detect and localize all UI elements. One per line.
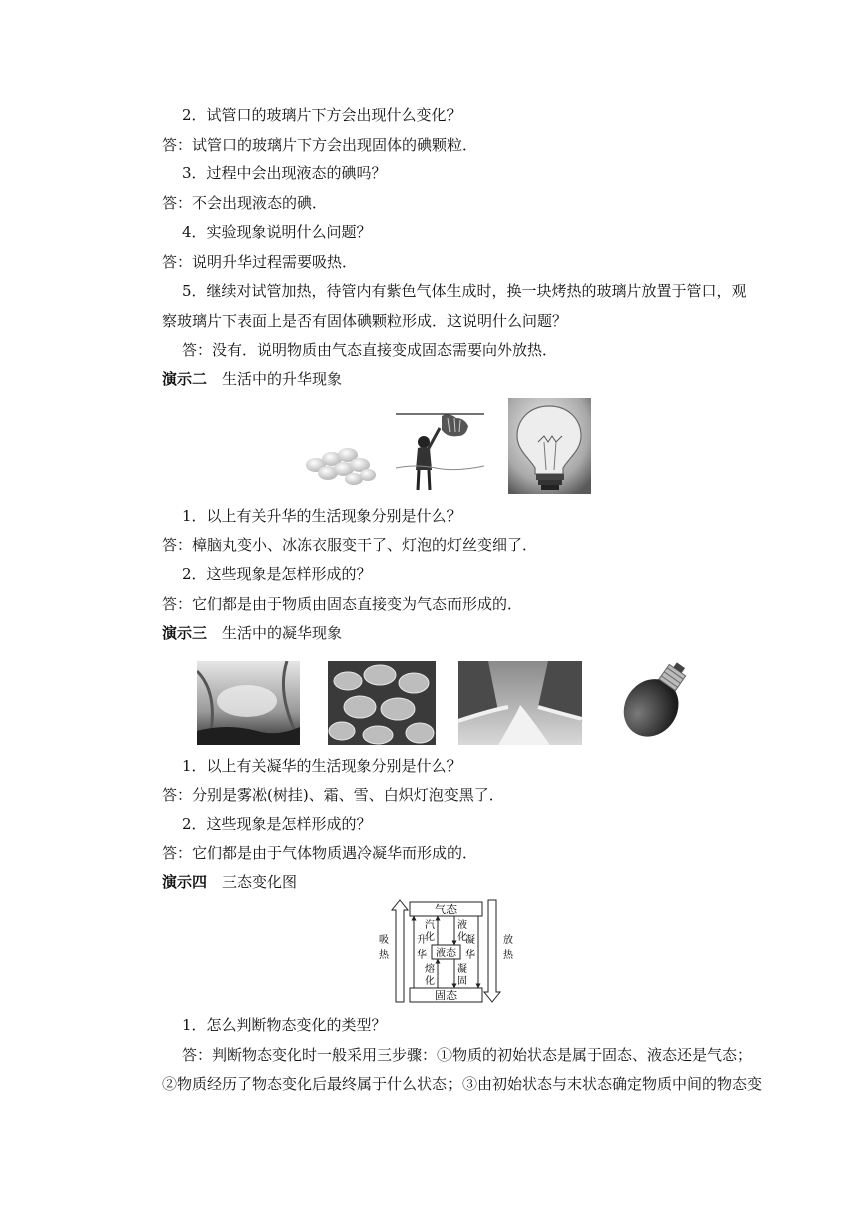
liquid-label: 液态 xyxy=(436,948,456,959)
sublimate-label-1: 升 xyxy=(417,935,427,946)
demo4-heading xyxy=(162,872,297,892)
release-heat-arrow xyxy=(484,900,500,1002)
demo2-title: 生活中的升华现象 xyxy=(222,370,343,388)
gas-label: 气态 xyxy=(435,903,457,916)
demo4-label: 演示四 xyxy=(162,873,208,891)
solidify-label-1: 凝 xyxy=(457,964,467,975)
answer-3: 答：不会出现液态的碘． xyxy=(162,194,328,212)
demo3-question-2: 2．这些现象是怎样形成的？ xyxy=(182,815,372,833)
demo2-heading xyxy=(162,369,342,389)
camphor-balls-image xyxy=(298,435,380,487)
vaporize-label-1: 汽 xyxy=(425,920,435,931)
liquefy-label-1: 液 xyxy=(457,920,467,931)
demo4-answer-1-line2: ②物质经历了物态变化后最终属于什么状态；③由初始状态与末状态确定物质中间的物态变 xyxy=(162,1075,763,1093)
demo2-answer-1: 答：樟脑丸变小、冰冻衣服变干了、灯泡的灯丝变细了． xyxy=(162,536,538,554)
demo4-question-1: 1．怎么判断物态变化的类型？ xyxy=(182,1016,387,1034)
question-5-line2: 察玻璃片下表面上是否有固体碘颗粒形成．这说明什么问题？ xyxy=(162,312,568,330)
demo2-question-2: 2．这些现象是怎样形成的？ xyxy=(182,565,372,583)
demo3-label: 演示三 xyxy=(162,624,208,642)
demo3-answer-2: 答：它们都是由于气体物质遇冷凝华而形成的． xyxy=(162,844,478,862)
answer-5: 答：没有．说明物质由气态直接变成固态需要向外放热． xyxy=(182,341,558,359)
demo3-title: 生活中的凝华现象 xyxy=(222,624,343,642)
absorb-heat-label-1: 吸 xyxy=(379,935,389,946)
question-3: 3．过程中会出现液态的碘吗？ xyxy=(182,164,387,182)
frost-image xyxy=(328,661,436,745)
rime-image xyxy=(197,661,300,745)
demo3-heading xyxy=(162,623,342,643)
demo3-answer-1: 答：分别是雾凇(树挂)、霜、雪、白炽灯泡变黑了． xyxy=(162,786,504,804)
melt-label-2: 化 xyxy=(425,976,435,987)
vaporize-label-2: 化 xyxy=(425,932,435,943)
demo2-answer-2: 答：它们都是由于物质由固态直接变为气态而形成的． xyxy=(162,595,523,613)
melt-label-1: 熔 xyxy=(425,964,435,975)
demo2-question-1: 1．以上有关升华的生活现象分别是什么？ xyxy=(182,507,462,525)
blackened-bulb-image xyxy=(620,650,696,746)
demo2-label: 演示二 xyxy=(162,370,208,388)
deposit-label-1: 凝 xyxy=(465,935,475,946)
release-heat-label-1: 放 xyxy=(503,935,513,946)
answer-2: 答：试管口的玻璃片下方会出现固体的碘颗粒． xyxy=(162,136,478,154)
release-heat-label-2: 热 xyxy=(503,950,513,961)
deposit-label-2: 华 xyxy=(465,950,475,961)
answer-4: 答：说明升华过程需要吸热． xyxy=(162,253,358,271)
snow-image xyxy=(458,661,582,745)
solidify-label-2: 固 xyxy=(457,976,467,987)
light-bulb-image xyxy=(508,398,591,494)
demo3-question-1: 1．以上有关凝华的生活现象分别是什么？ xyxy=(182,757,462,775)
question-5-line1: 5．继续对试管加热，待管内有紫色气体生成时，换一块烤热的玻璃片放置于管口，观 xyxy=(182,282,747,300)
solid-label: 固态 xyxy=(435,989,457,1002)
absorb-heat-label-2: 热 xyxy=(379,950,389,961)
demo4-title: 三态变化图 xyxy=(222,873,298,891)
liquefy-label-2: 化 xyxy=(457,932,467,943)
question-2: 2．试管口的玻璃片下方会出现什么变化？ xyxy=(182,106,462,124)
demo4-answer-1-line1: 答：判断物态变化时一般采用三步骤：①物质的初始状态是属于固态、液态还是气态； xyxy=(182,1046,753,1064)
absorb-heat-arrow xyxy=(392,900,408,1002)
sublimate-label-2: 华 xyxy=(417,950,427,961)
frozen-clothes-image xyxy=(394,408,486,496)
question-4: 4．实验现象说明什么问题？ xyxy=(182,223,372,241)
state-change-diagram xyxy=(378,898,514,1008)
